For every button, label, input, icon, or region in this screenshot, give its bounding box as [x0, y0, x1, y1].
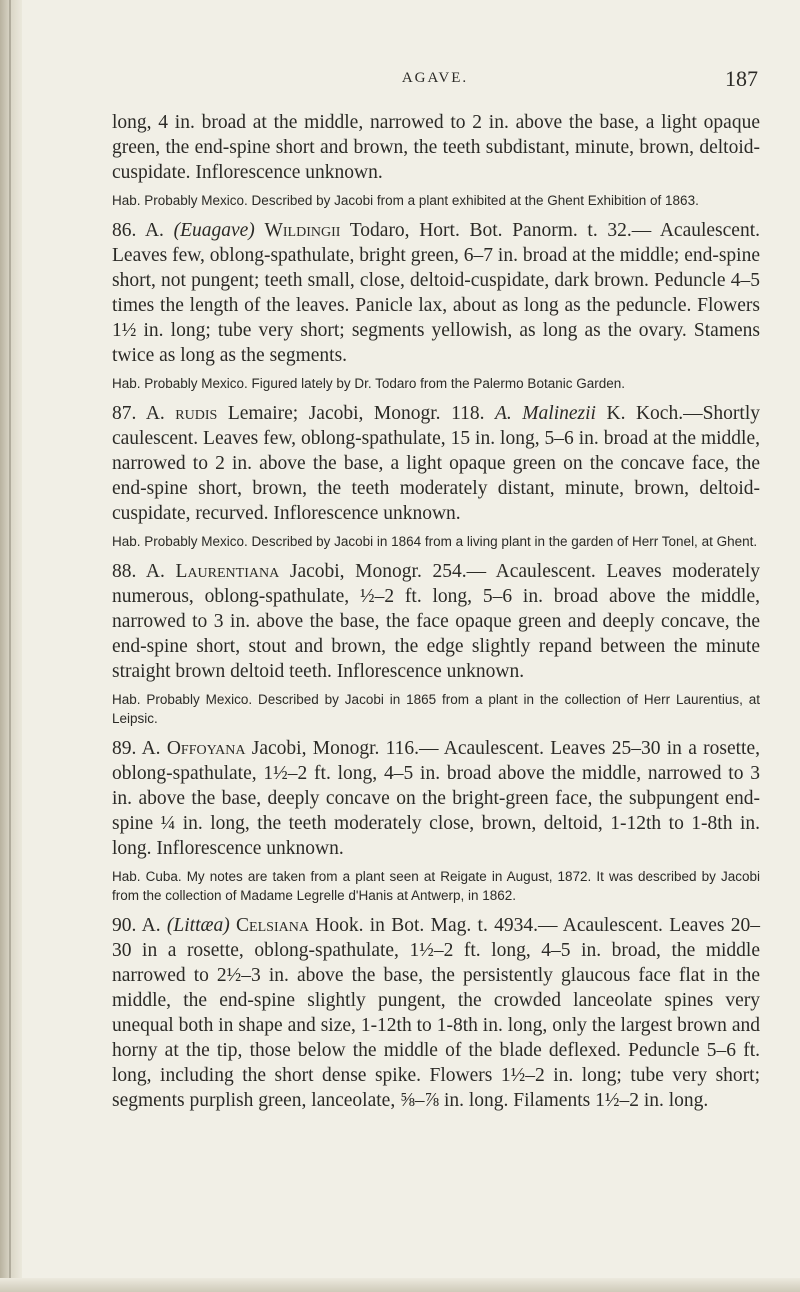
page-bottom-edge: [0, 1278, 800, 1292]
species-authority: Todaro, Hort. Bot. Panorm. t. 32.—: [349, 220, 652, 241]
binding-line: [9, 0, 11, 1292]
entry-section: (Euagave): [173, 220, 255, 241]
species-name: Offoyana: [166, 738, 246, 759]
entry-paragraph: [112, 218, 760, 368]
species-entry-89: [112, 736, 760, 905]
entry-section: (Littæa): [166, 915, 230, 936]
species-name: rudis: [175, 403, 218, 424]
page-spine-shadow: [0, 0, 22, 1292]
species-authority: Jacobi, Monogr. 116.—: [251, 738, 439, 759]
running-head: AGAVE.: [401, 70, 469, 86]
entry-number: 86. A.: [112, 220, 164, 241]
species-description: Acaulescent. Leaves 25–30 in a rosette, oblong-spathulate, 1½–2 ft. long, 4–5 in. broad above the middle, narrowed to 3 in. above the base, deeply concave on the bright-green face, the subpungent end-spine ¼ in. long, the teeth moderately close, brown, deltoid, 1-12th to 1-8th in. long. Inflorescence unknown.: [112, 738, 760, 859]
page-header: [112, 66, 758, 96]
species-entry-88: [112, 559, 760, 728]
species-synonym: A. Malinezii: [495, 403, 596, 424]
species-description: Acaulescent. Leaves moderately numerous, oblong-spathulate, ½–2 ft. long, 5–6 in. broad above the middle, narrowed to 3 in. above the base, the face opaque green and deeply concave, the end-spine short, stout and brown, the edge slightly repand between the minute straight brown deltoid teeth. Inflorescence unknown.: [112, 561, 760, 682]
species-authority: Jacobi, Monogr. 254.—: [289, 561, 487, 582]
page-number: 187: [725, 66, 758, 91]
habitat-note: Hab. Cuba. My notes are taken from a plant seen at Reigate in August, 1872. It was described by Jacobi from the collection of Madame Legrelle d'Hanis at Antwerp, in 1862.: [112, 869, 760, 903]
species-name: Wildingii: [264, 220, 341, 241]
habitat-note: Hab. Probably Mexico. Described by Jacobi in 1864 from a living plant in the garden of Herr Tonel, at Ghent.: [112, 534, 758, 549]
entry-paragraph: [112, 913, 760, 1113]
entry-paragraph: [112, 401, 760, 526]
species-name: Celsiana: [236, 915, 309, 936]
page-body: [112, 110, 760, 1113]
entry-paragraph: [112, 559, 760, 684]
habitat-note: Hab. Probably Mexico. Figured lately by Dr. Todaro from the Palermo Botanic Garden.: [112, 376, 625, 391]
entry-number: 87. A.: [112, 403, 165, 424]
species-description: Acaulescent. Leaves 20–30 in a rosette, oblong-spathulate, 1½–2 ft. long, 4–5 in. broad, the middle narrowed to 2½–3 in. above the base, the persistently glaucous face flat in the middle, the end-spine slightly pungent, the crowded lanceolate spines very unequal both in shape and size, 1-12th to 1-8th in. long, only the largest brown and horny at the tip, those below the middle of the blade deflexed. Peduncle 5–6 ft. long, including the short dense spike. Flowers 1½–2 in. long; tube very short; segments purplish green, lanceolate, ⅝–⅞ in. long. Filaments 1½–2 in. long.: [112, 915, 760, 1111]
species-entry-86: [112, 218, 760, 393]
continuation-paragraph: long, 4 in. broad at the middle, narrowed to 2 in. above the base, a light opaque green, the end-spine short and brown, the teeth subdistant, minute, brown, deltoid-cuspidate. Inflorescence unknown.: [112, 112, 760, 183]
species-entry-87: [112, 401, 760, 551]
entry-number: 90. A.: [112, 915, 161, 936]
entry-paragraph: [112, 736, 760, 861]
entry-number: 89. A.: [112, 738, 161, 759]
species-description: Acaulescent. Leaves few, oblong-spathulate, bright green, 6–7 in. broad at the middle; end-spine short, not pungent; teeth small, close, deltoid-cuspidate, dark brown. Peduncle 4–5 times the length of the leaves. Panicle lax, about as long as the peduncle. Flowers 1½ in. long; tube very short; segments yellowish, as long as the ovary. Stamens twice as long as the segments.: [112, 220, 761, 366]
species-description: K. Koch.—Shortly caulescent. Leaves few, oblong-spathulate, 15 in. long, 5–6 in. broad at the middle, narrowed to 2 in. above the base, a light opaque green on the concave face, the end-spine short, brown, the teeth moderately distant, minute, brown, deltoid-cuspidate, recurved. Inflorescence unknown.: [112, 403, 760, 524]
species-authority: Hook. in Bot. Mag. t. 4934.—: [315, 915, 558, 936]
species-entry-90: [112, 913, 760, 1113]
habitat-note: Hab. Probably Mexico. Described by Jacobi from a plant exhibited at the Ghent Exhibition of 1863.: [112, 193, 699, 208]
habitat-note: Hab. Probably Mexico. Described by Jacobi in 1865 from a plant in the collection of Herr Laurentius, at Leipsic.: [112, 692, 760, 726]
entry-number: 88. A.: [112, 561, 165, 582]
species-name: Laurentiana: [175, 561, 280, 582]
species-authority: Lemaire; Jacobi, Monogr. 118.: [227, 403, 485, 424]
